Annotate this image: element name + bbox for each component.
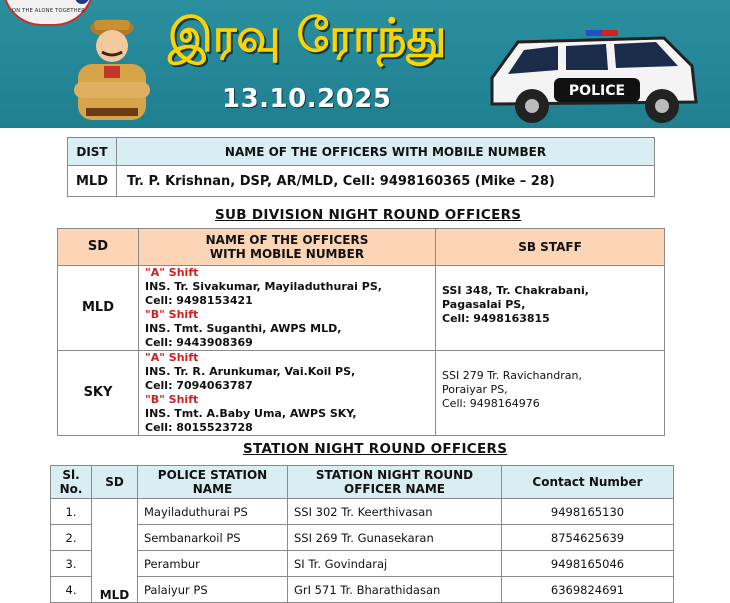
police-station-cell: Palaiyur PS	[138, 577, 288, 603]
shift-a-officer: INS. Tr. R. Arunkumar, Vai.Koil PS,	[145, 365, 356, 378]
sb-staff-cell-number: Cell: 9498163815	[442, 312, 550, 325]
table-row	[58, 351, 665, 436]
header-line: NAME OF THE OFFICERS	[205, 233, 369, 247]
header-banner	[0, 0, 730, 128]
contact-cell: 6369824691	[502, 577, 674, 603]
serial-cell: 4.	[51, 577, 92, 603]
sb-staff-station: Poraiyar PS,	[442, 383, 508, 396]
header-line: Sl.	[62, 468, 80, 482]
shift-a-officer: INS. Tr. Sivakumar, Mayiladuthurai PS,	[145, 280, 382, 293]
table-row	[51, 551, 674, 577]
col-header-officer-name	[288, 466, 502, 499]
shift-b-officer: INS. Tmt. A.Baby Uma, AWPS SKY,	[145, 407, 357, 420]
header-line: POLICE STATION	[157, 468, 268, 482]
shift-b-officer: INS. Tmt. Suganthi, AWPS MLD,	[145, 322, 342, 335]
officer-cell: SSI 302 Tr. Keerthivasan	[288, 499, 502, 525]
col-header-sb-staff: SB STAFF	[436, 229, 665, 266]
page-title: இரவு ரோந்து	[168, 8, 447, 62]
officer-cell: SSI 269 Tr. Gunasekaran	[288, 525, 502, 551]
shift-b-cell: Cell: 8015523728	[145, 421, 253, 434]
sb-staff-cell	[436, 266, 665, 351]
table-row	[58, 266, 665, 351]
sb-staff-cell-number: Cell: 9498164976	[442, 397, 540, 410]
police-car-illustration	[488, 26, 700, 126]
officer-cell: SI Tr. Govindaraj	[288, 551, 502, 577]
sd-cell: SKY	[58, 351, 139, 436]
table-row	[51, 499, 674, 525]
date-label: 13.10.2025	[222, 84, 392, 114]
col-header-officers	[139, 229, 436, 266]
shift-a-cell: Cell: 9498153421	[145, 294, 253, 307]
header-line: NAME	[192, 482, 233, 496]
logo-text: ON THE ALONE TOGETHER	[12, 8, 86, 14]
col-header-contact: Contact Number	[502, 466, 674, 499]
table-row	[51, 525, 674, 551]
station-officer-table	[50, 465, 674, 603]
shift-a-label: "A" Shift	[145, 266, 199, 279]
emblem-icon	[75, 0, 89, 4]
shift-b-label: "B" Shift	[145, 308, 199, 321]
col-header-sd: SD	[92, 466, 138, 499]
serial-cell: 2.	[51, 525, 92, 551]
sb-staff-name: SSI 279 Tr. Ravichandran,	[442, 369, 582, 382]
contact-cell: 9498165130	[502, 499, 674, 525]
header-line: WITH MOBILE NUMBER	[209, 247, 365, 261]
sb-staff-station: Pagasalai PS,	[442, 298, 526, 311]
serial-cell: 3.	[51, 551, 92, 577]
shift-a-cell: Cell: 7094063787	[145, 379, 253, 392]
col-header-officer-name: NAME OF THE OFFICERS WITH MOBILE NUMBER	[117, 138, 655, 166]
header-line: STATION NIGHT ROUND	[315, 468, 474, 482]
header-line: No.	[59, 482, 83, 496]
sb-staff-cell	[436, 351, 665, 436]
col-header-police-station	[138, 466, 288, 499]
contact-cell: 8754625639	[502, 525, 674, 551]
sd-cell: MLD	[58, 266, 139, 351]
col-header-dist: DIST	[68, 138, 117, 166]
table-row	[51, 577, 674, 603]
col-header-sd: SD	[58, 229, 139, 266]
shift-a-label: "A" Shift	[145, 351, 199, 364]
car-label: POLICE	[568, 83, 626, 99]
serial-cell: 1.	[51, 499, 92, 525]
sd-cell: MLD	[92, 499, 138, 603]
police-station-cell: Mayiladuthurai PS	[138, 499, 288, 525]
shift-b-label: "B" Shift	[145, 393, 199, 406]
officers-cell	[139, 351, 436, 436]
police-officer-illustration	[64, 8, 160, 128]
dist-cell: MLD	[68, 166, 117, 197]
shift-b-cell: Cell: 9443908369	[145, 336, 253, 349]
officer-cell: Tr. P. Krishnan, DSP, AR/MLD, Cell: 9498160365 (Mike – 28)	[117, 166, 655, 197]
sb-staff-name: SSI 348, Tr. Chakrabani,	[442, 284, 589, 297]
police-station-cell: Perambur	[138, 551, 288, 577]
contact-cell: 9498165046	[502, 551, 674, 577]
sub-division-heading: SUB DIVISION NIGHT ROUND OFFICERS	[215, 207, 522, 223]
police-station-cell: Sembanarkoil PS	[138, 525, 288, 551]
sub-division-table	[57, 228, 665, 436]
header-line: OFFICER NAME	[344, 482, 445, 496]
table-row	[68, 166, 655, 197]
officer-cell: GrI 571 Tr. Bharathidasan	[288, 577, 502, 603]
station-heading: STATION NIGHT ROUND OFFICERS	[243, 441, 508, 457]
col-header-serial	[51, 466, 92, 499]
officers-cell	[139, 266, 436, 351]
district-officer-table	[67, 137, 655, 197]
